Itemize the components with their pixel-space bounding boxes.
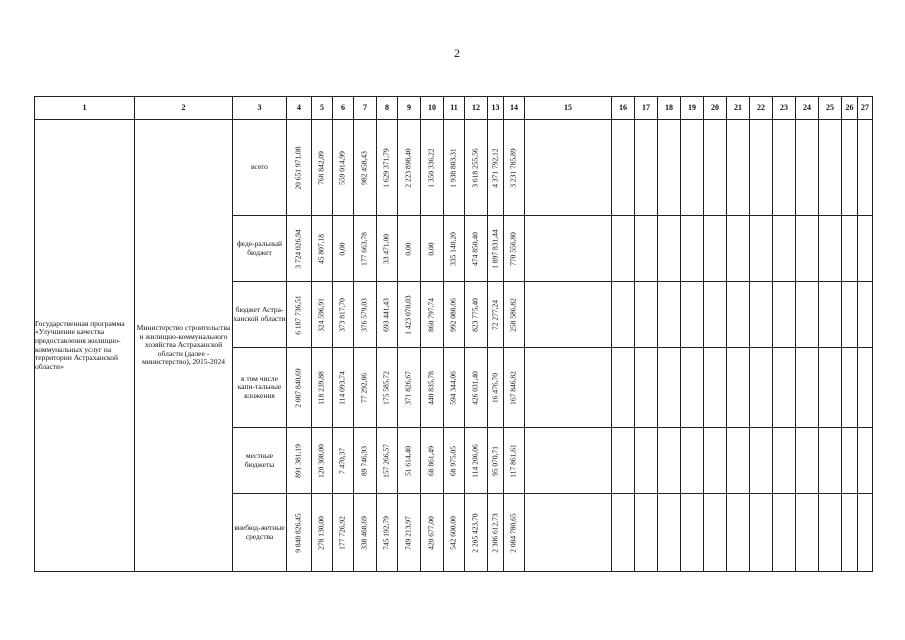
value-cell (377, 348, 398, 428)
value-cell (354, 494, 377, 572)
empty-cell (727, 494, 750, 572)
empty-cell (773, 282, 796, 348)
value-cell (504, 216, 525, 282)
empty-cell (727, 348, 750, 428)
empty-cell (635, 428, 658, 494)
column-header: 5 (312, 97, 333, 120)
value-cell (465, 428, 488, 494)
empty-cell (612, 428, 635, 494)
value-cell (333, 494, 354, 572)
value-cell (504, 120, 525, 216)
empty-cell (858, 428, 873, 494)
value-cell (354, 120, 377, 216)
column-header: 18 (658, 97, 681, 120)
empty-cell (704, 428, 727, 494)
value-cell (312, 494, 333, 572)
value-text: 258 586,82 (508, 297, 518, 332)
empty-cell (796, 494, 819, 572)
value-text: 1 938 803,31 (448, 147, 458, 188)
value-text: 7 470,37 (337, 447, 347, 474)
empty-cell (681, 216, 704, 282)
value-text: 157 266,57 (381, 443, 391, 478)
funding-category: внебюд-жетные средства (233, 494, 287, 572)
value-text: 1 629 371,79 (381, 147, 391, 188)
empty-cell (750, 428, 773, 494)
value-text: 768 842,09 (316, 150, 326, 185)
value-text: 120 308,00 (316, 443, 326, 478)
empty-cell (635, 494, 658, 572)
value-cell (377, 428, 398, 494)
value-text: 992 088,06 (448, 297, 458, 332)
value-text: 3 231 785,89 (508, 147, 518, 188)
empty-cell (635, 348, 658, 428)
empty-cell (681, 428, 704, 494)
value-cell (312, 120, 333, 216)
empty-cell (681, 120, 704, 216)
value-text: 68 861,49 (426, 445, 436, 476)
funding-table (34, 96, 873, 572)
empty-cell (612, 120, 635, 216)
value-cell (465, 348, 488, 428)
value-text: 594 344,06 (448, 370, 458, 405)
empty-cell (842, 282, 858, 348)
value-text: 0,00 (426, 241, 436, 256)
table-row (35, 120, 873, 216)
empty-cell (658, 282, 681, 348)
empty-cell (525, 494, 612, 572)
value-text: 338 468,69 (359, 515, 369, 550)
funding-category: всего (233, 120, 287, 216)
value-text: 2 306 612,73 (490, 512, 500, 553)
empty-cell (750, 216, 773, 282)
empty-cell (819, 120, 842, 216)
value-text: 33 471,00 (381, 233, 391, 264)
value-cell (488, 120, 504, 216)
value-text: 9 848 826,45 (293, 512, 303, 553)
empty-cell (704, 216, 727, 282)
column-header: 4 (287, 97, 312, 120)
value-text: 440 835,78 (426, 370, 436, 405)
page-number: 2 (454, 46, 460, 60)
value-cell (504, 282, 525, 348)
value-cell (488, 348, 504, 428)
value-text: 420 677,00 (426, 515, 436, 550)
value-text: 2 084 780,65 (508, 512, 518, 553)
empty-cell (727, 216, 750, 282)
value-text: 2 087 840,69 (293, 367, 303, 408)
value-text: 749 213,97 (403, 515, 413, 550)
empty-cell (727, 428, 750, 494)
value-cell (398, 494, 421, 572)
column-header: 12 (465, 97, 488, 120)
value-cell (287, 494, 312, 572)
value-cell (444, 494, 465, 572)
value-text: 68 975,05 (448, 445, 458, 476)
value-text: 175 585,72 (381, 370, 391, 405)
value-cell (398, 216, 421, 282)
value-text: 860 797,74 (426, 297, 436, 332)
value-text: 167 846,82 (508, 370, 518, 405)
value-text: 373 817,70 (337, 297, 347, 332)
column-header: 22 (750, 97, 773, 120)
value-cell (398, 282, 421, 348)
value-text: 745 192,79 (381, 515, 391, 550)
column-header: 23 (773, 97, 796, 120)
value-cell (333, 428, 354, 494)
empty-cell (773, 348, 796, 428)
value-text: 1 897 831,44 (490, 228, 500, 269)
column-header: 27 (858, 97, 873, 120)
empty-cell (658, 348, 681, 428)
empty-cell (773, 494, 796, 572)
empty-cell (796, 120, 819, 216)
value-text: 72 277,24 (490, 299, 500, 330)
value-text: 474 850,40 (470, 231, 480, 266)
value-cell (377, 120, 398, 216)
empty-cell (750, 282, 773, 348)
value-text: 2 223 898,40 (403, 147, 413, 188)
value-cell (444, 216, 465, 282)
empty-cell (819, 428, 842, 494)
value-cell (354, 282, 377, 348)
empty-cell (727, 120, 750, 216)
column-header: 2 (135, 97, 233, 120)
value-cell (421, 428, 444, 494)
empty-cell (858, 494, 873, 572)
value-cell (421, 494, 444, 572)
column-header: 17 (635, 97, 658, 120)
value-cell (312, 428, 333, 494)
value-cell (377, 282, 398, 348)
empty-cell (858, 216, 873, 282)
value-cell (287, 282, 312, 348)
empty-cell (773, 120, 796, 216)
value-cell (504, 494, 525, 572)
value-text: 891 381,19 (293, 443, 303, 478)
value-text: 177 726,92 (337, 515, 347, 550)
value-text: 542 600,00 (448, 515, 458, 550)
empty-cell (819, 348, 842, 428)
value-text: 0,00 (403, 241, 413, 256)
value-cell (465, 120, 488, 216)
column-header: 21 (727, 97, 750, 120)
column-header: 24 (796, 97, 819, 120)
column-header: 1 (35, 97, 135, 120)
empty-cell (704, 494, 727, 572)
empty-cell (681, 348, 704, 428)
value-cell (333, 282, 354, 348)
header-row (35, 97, 873, 120)
empty-cell (612, 494, 635, 572)
empty-cell (658, 216, 681, 282)
value-cell (488, 216, 504, 282)
value-cell (398, 428, 421, 494)
empty-cell (842, 348, 858, 428)
value-text: 177 663,78 (359, 231, 369, 266)
value-cell (504, 348, 525, 428)
empty-cell (796, 216, 819, 282)
empty-cell (796, 348, 819, 428)
value-cell (421, 216, 444, 282)
empty-cell (704, 348, 727, 428)
empty-cell (773, 428, 796, 494)
value-text: 118 239,88 (316, 370, 326, 405)
column-header: 16 (612, 97, 635, 120)
column-header: 26 (842, 97, 858, 120)
value-text: 770 556,80 (508, 231, 518, 266)
value-cell (444, 428, 465, 494)
value-text: 376 579,03 (359, 297, 369, 332)
empty-cell (681, 494, 704, 572)
value-cell (333, 348, 354, 428)
value-cell (504, 428, 525, 494)
value-text: 3 724 026,94 (293, 228, 303, 269)
column-header: 13 (488, 97, 504, 120)
program-name: Государственная программа «Улучшение качества предоставления жилищно-коммунальных услуг на территории Астраханской области» (35, 120, 135, 572)
empty-cell (750, 120, 773, 216)
value-text: 114 093,74 (337, 370, 347, 405)
column-header: 20 (704, 97, 727, 120)
value-text: 1 350 336,22 (426, 147, 436, 188)
empty-cell (842, 120, 858, 216)
empty-cell (612, 282, 635, 348)
empty-cell (842, 216, 858, 282)
value-cell (444, 348, 465, 428)
empty-cell (635, 282, 658, 348)
empty-cell (727, 282, 750, 348)
value-text: 3 618 255,56 (470, 147, 480, 188)
empty-cell (658, 120, 681, 216)
value-cell (287, 120, 312, 216)
column-header: 3 (233, 97, 287, 120)
value-text: 16 476,70 (490, 372, 500, 403)
value-cell (488, 494, 504, 572)
value-text: 559 014,99 (337, 150, 347, 185)
value-cell (333, 120, 354, 216)
empty-cell (773, 216, 796, 282)
value-cell (465, 282, 488, 348)
value-cell (465, 494, 488, 572)
empty-cell (750, 494, 773, 572)
column-header: 10 (421, 97, 444, 120)
empty-cell (525, 120, 612, 216)
value-text: 335 140,20 (448, 231, 458, 266)
value-cell (312, 282, 333, 348)
value-text: 0,00 (337, 241, 347, 256)
column-header: 19 (681, 97, 704, 120)
value-cell (377, 216, 398, 282)
empty-cell (525, 428, 612, 494)
value-text: 4 371 792,12 (490, 147, 500, 188)
empty-cell (796, 428, 819, 494)
value-text: 693 441,43 (381, 297, 391, 332)
empty-cell (612, 216, 635, 282)
column-header: 8 (377, 97, 398, 120)
empty-cell (819, 216, 842, 282)
value-text: 371 826,67 (403, 370, 413, 405)
column-header: 14 (504, 97, 525, 120)
value-text: 823 775,40 (470, 297, 480, 332)
value-cell (488, 282, 504, 348)
value-text: 51 614,40 (403, 445, 413, 476)
value-cell (465, 216, 488, 282)
value-cell (488, 428, 504, 494)
empty-cell (612, 348, 635, 428)
funding-category: бюджет Астра-ханской области (233, 282, 287, 348)
empty-cell (842, 428, 858, 494)
value-text: 45 807,18 (316, 233, 326, 264)
value-text: 1 423 070,03 (403, 294, 413, 335)
value-cell (287, 348, 312, 428)
empty-cell (681, 282, 704, 348)
empty-cell (704, 282, 727, 348)
empty-cell (796, 282, 819, 348)
column-header: 6 (333, 97, 354, 120)
ministry-name: Министерство строительства и жилищно-коммунального хозяйства Астраханской области (далее - министерство), 2015-2024 (135, 120, 233, 572)
empty-cell (658, 494, 681, 572)
column-header: 25 (819, 97, 842, 120)
value-text: 89 746,93 (359, 445, 369, 476)
value-text: 117 861,61 (508, 443, 518, 478)
value-text: 95 070,71 (490, 445, 500, 476)
value-cell (354, 216, 377, 282)
empty-cell (704, 120, 727, 216)
value-text: 324 596,91 (316, 297, 326, 332)
value-text: 426 031,40 (470, 370, 480, 405)
column-header: 7 (354, 97, 377, 120)
funding-category: в том числе капи-тальные вложения (233, 348, 287, 428)
empty-cell (525, 216, 612, 282)
value-text: 278 130,00 (316, 515, 326, 550)
value-cell (354, 348, 377, 428)
value-cell (287, 428, 312, 494)
value-cell (444, 120, 465, 216)
empty-cell (819, 282, 842, 348)
value-text: 6 187 736,51 (293, 294, 303, 335)
empty-cell (635, 216, 658, 282)
empty-cell (858, 120, 873, 216)
value-cell (312, 348, 333, 428)
empty-cell (842, 494, 858, 572)
value-cell (398, 120, 421, 216)
empty-cell (750, 348, 773, 428)
column-header: 15 (525, 97, 612, 120)
empty-cell (858, 282, 873, 348)
value-cell (377, 494, 398, 572)
empty-cell (819, 494, 842, 572)
empty-cell (858, 348, 873, 428)
empty-cell (658, 428, 681, 494)
column-header: 11 (444, 97, 465, 120)
value-cell (421, 282, 444, 348)
value-text: 77 292,86 (359, 372, 369, 403)
value-cell (444, 282, 465, 348)
value-text: 982 458,43 (359, 150, 369, 185)
empty-cell (525, 282, 612, 348)
value-text: 20 651 971,08 (293, 145, 303, 190)
value-cell (398, 348, 421, 428)
value-cell (312, 216, 333, 282)
value-cell (333, 216, 354, 282)
funding-category: феде-ральный бюджет (233, 216, 287, 282)
value-cell (421, 348, 444, 428)
value-text: 114 206,06 (470, 443, 480, 478)
value-cell (287, 216, 312, 282)
empty-cell (635, 120, 658, 216)
value-cell (354, 428, 377, 494)
empty-cell (525, 348, 612, 428)
value-text: 2 205 423,70 (470, 512, 480, 553)
column-header: 9 (398, 97, 421, 120)
funding-category: местные бюджеты (233, 428, 287, 494)
value-cell (421, 120, 444, 216)
